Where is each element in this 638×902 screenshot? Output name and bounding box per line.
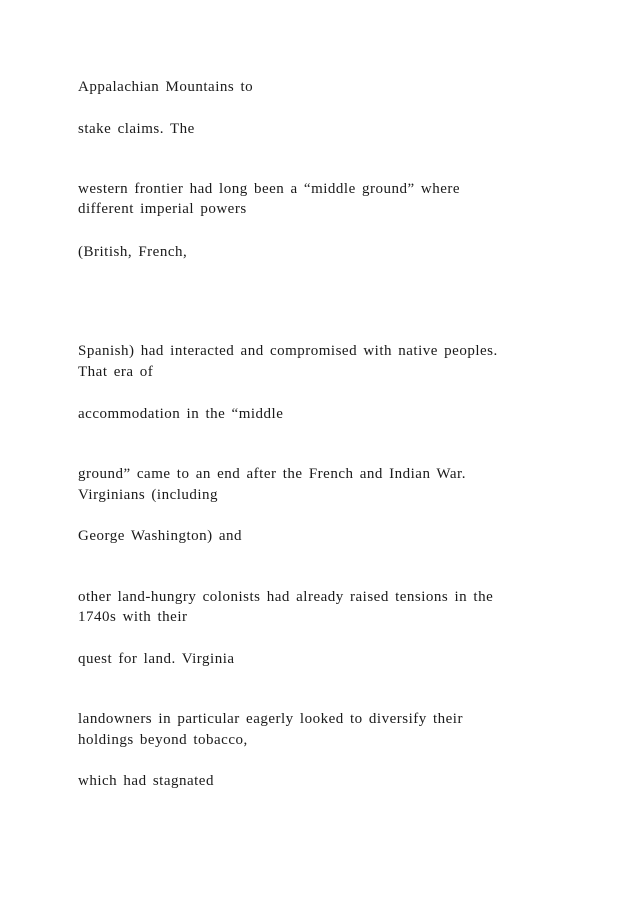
text-line: (British, French, <box>78 244 188 260</box>
text-line: which had stagnated <box>78 773 214 789</box>
text-line: Appalachian Mountains to <box>78 79 254 95</box>
text-line: holdings beyond tobacco, <box>78 732 248 748</box>
text-line: western frontier had long been a “middle ground” where <box>78 181 461 197</box>
text-line: George Washington) and <box>78 528 243 544</box>
text-line: quest for land. Virginia <box>78 651 235 667</box>
text-line: other land-hungry colonists had already raised tensions in the <box>78 589 494 605</box>
text-line: accommodation in the “middle <box>78 406 284 422</box>
text-line: Virginians (including <box>78 487 219 503</box>
text-line: That era of <box>78 364 154 380</box>
text-line: Spanish) had interacted and compromised with native peoples. <box>78 343 498 359</box>
text-line: 1740s with their <box>78 609 188 625</box>
text-line: different imperial powers <box>78 201 247 217</box>
text-line: ground” came to an end after the French and Indian War. <box>78 466 466 482</box>
text-line: landowners in particular eagerly looked to diversify their <box>78 711 463 727</box>
text-line: stake claims. The <box>78 121 195 137</box>
